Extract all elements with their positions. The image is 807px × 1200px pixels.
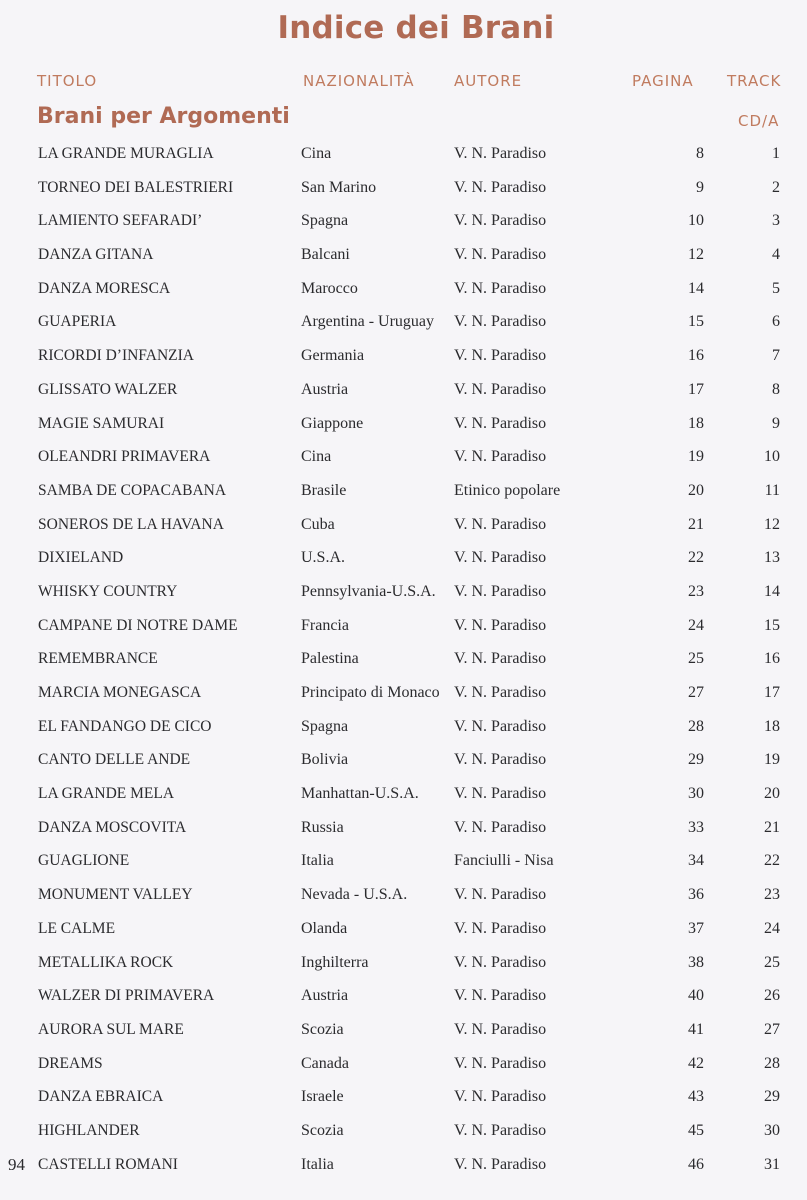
track-cell: 6 bbox=[772, 313, 780, 331]
page-cell: 27 bbox=[688, 684, 704, 701]
author-cell: V. N. Paradiso bbox=[454, 684, 547, 701]
table-row bbox=[0, 949, 807, 983]
table-row bbox=[0, 1050, 807, 1084]
page-cell: 22 bbox=[688, 549, 704, 567]
title-cell: DANZA GITANA bbox=[38, 246, 154, 264]
track-cell: 29 bbox=[764, 1088, 780, 1106]
author-cell: V. N. Paradiso bbox=[454, 1020, 547, 1038]
page-number: 94 bbox=[8, 1155, 25, 1174]
page-cell: 41 bbox=[688, 1020, 704, 1038]
nationality-cell: Manhattan-U.S.A. bbox=[301, 785, 419, 803]
track-cell: 19 bbox=[764, 751, 780, 769]
title-cell: CASTELLI ROMANI bbox=[38, 1155, 178, 1173]
nationality-cell: San Marino bbox=[301, 178, 377, 196]
track-cell: 22 bbox=[764, 852, 780, 870]
table-row bbox=[0, 1083, 807, 1117]
nationality-cell: Balcani bbox=[301, 246, 350, 264]
page-cell: 8 bbox=[696, 145, 704, 162]
table-row bbox=[0, 713, 807, 747]
page-cell: 40 bbox=[688, 987, 704, 1005]
nationality-cell: Russia bbox=[301, 818, 344, 836]
page-title: Indice dei Brani bbox=[277, 10, 555, 46]
nationality-cell: Palestina bbox=[301, 650, 359, 668]
nationality-cell: Brasile bbox=[301, 481, 347, 499]
track-cell: 16 bbox=[764, 650, 780, 668]
nationality-cell: Marocco bbox=[301, 279, 358, 297]
page-cell: 23 bbox=[688, 582, 704, 600]
table-row bbox=[0, 342, 807, 376]
track-cell: 1 bbox=[772, 145, 780, 162]
page-cell: 33 bbox=[688, 818, 704, 836]
nationality-cell: Inghilterra bbox=[301, 953, 369, 971]
track-cell: 21 bbox=[764, 818, 780, 836]
title-cell: EL FANDANGO DE CICO bbox=[38, 717, 212, 735]
track-cell: 10 bbox=[764, 448, 780, 466]
page-cell: 19 bbox=[688, 448, 704, 466]
title-cell: DANZA EBRAICA bbox=[38, 1088, 164, 1106]
table-row bbox=[0, 410, 807, 444]
table-row bbox=[0, 511, 807, 545]
page-cell: 37 bbox=[688, 919, 704, 937]
author-cell: Fanciulli - Nisa bbox=[454, 852, 554, 870]
track-cell: 28 bbox=[764, 1054, 780, 1072]
table-row bbox=[0, 376, 807, 410]
author-cell: V. N. Paradiso bbox=[454, 616, 547, 634]
table-row bbox=[0, 241, 807, 275]
title-cell: WALZER DI PRIMAVERA bbox=[38, 987, 215, 1005]
table-row bbox=[0, 578, 807, 612]
table-row bbox=[0, 1117, 807, 1151]
column-header-nazionalita: NAZIONALITÀ bbox=[303, 72, 415, 90]
title-cell: OLEANDRI PRIMAVERA bbox=[38, 448, 211, 466]
table-row bbox=[0, 612, 807, 646]
author-cell: V. N. Paradiso bbox=[454, 1088, 547, 1106]
table-row bbox=[0, 544, 807, 578]
nationality-cell: Olanda bbox=[301, 919, 348, 937]
track-cell: 4 bbox=[772, 246, 780, 264]
track-cell: 20 bbox=[764, 785, 780, 803]
title-cell: MONUMENT VALLEY bbox=[38, 886, 193, 904]
page-cell: 30 bbox=[688, 785, 704, 803]
track-cell: 2 bbox=[772, 178, 780, 196]
table-row bbox=[0, 443, 807, 477]
nationality-cell: Pennsylvania-U.S.A. bbox=[301, 582, 436, 600]
author-cell: V. N. Paradiso bbox=[454, 818, 547, 836]
index-table bbox=[0, 140, 807, 1184]
author-cell: V. N. Paradiso bbox=[454, 279, 547, 297]
column-header-titolo: TITOLO bbox=[37, 72, 98, 90]
author-cell: V. N. Paradiso bbox=[454, 1121, 547, 1139]
author-cell: V. N. Paradiso bbox=[454, 1155, 547, 1173]
author-cell: V. N. Paradiso bbox=[454, 145, 547, 162]
author-cell: V. N. Paradiso bbox=[454, 886, 547, 904]
page-cell: 24 bbox=[688, 616, 704, 634]
nationality-cell: Nevada - U.S.A. bbox=[301, 886, 408, 904]
table-row bbox=[0, 881, 807, 915]
author-cell: V. N. Paradiso bbox=[454, 650, 547, 668]
nationality-cell: Austria bbox=[301, 380, 349, 398]
author-cell: V. N. Paradiso bbox=[454, 953, 547, 971]
table-row bbox=[0, 814, 807, 848]
page-cell: 25 bbox=[688, 650, 704, 668]
column-header-track: TRACK bbox=[727, 72, 782, 90]
title-cell: CANTO DELLE ANDE bbox=[38, 751, 191, 769]
author-cell: V. N. Paradiso bbox=[454, 515, 547, 533]
title-cell: GUAPERIA bbox=[38, 313, 117, 331]
track-cell: 26 bbox=[764, 987, 780, 1005]
table-row bbox=[0, 645, 807, 679]
track-cell: 31 bbox=[764, 1155, 780, 1173]
page-cell: 46 bbox=[688, 1155, 704, 1173]
title-cell: AURORA SUL MARE bbox=[38, 1020, 184, 1038]
table-row bbox=[0, 780, 807, 814]
nationality-cell: Principato di Monaco bbox=[301, 684, 440, 701]
column-header-pagina: PAGINA bbox=[632, 72, 694, 90]
title-cell: TORNEO DEI BALESTRIERI bbox=[38, 178, 234, 196]
nationality-cell: Cuba bbox=[301, 515, 335, 533]
author-cell: V. N. Paradiso bbox=[454, 582, 547, 600]
table-row bbox=[0, 915, 807, 949]
page-cell: 28 bbox=[688, 717, 704, 735]
title-cell: LE CALME bbox=[38, 919, 116, 937]
track-cell: 3 bbox=[772, 212, 780, 230]
page-cell: 18 bbox=[688, 414, 704, 432]
track-cell: 13 bbox=[764, 549, 780, 567]
track-cell: 18 bbox=[764, 717, 780, 735]
page-cell: 17 bbox=[688, 380, 704, 398]
table-row bbox=[0, 1151, 807, 1185]
page-cell: 29 bbox=[688, 751, 704, 769]
author-cell: V. N. Paradiso bbox=[454, 212, 547, 230]
page-cell: 34 bbox=[688, 852, 704, 870]
nationality-cell: Cina bbox=[301, 448, 332, 466]
title-cell: RICORDI D’INFANZIA bbox=[38, 347, 194, 365]
author-cell: V. N. Paradiso bbox=[454, 347, 547, 365]
nationality-cell: Israele bbox=[301, 1088, 344, 1106]
table-row bbox=[0, 982, 807, 1016]
table-row bbox=[0, 477, 807, 511]
author-cell: V. N. Paradiso bbox=[454, 448, 547, 466]
nationality-cell: Spagna bbox=[301, 717, 349, 735]
cd-label: CD/A bbox=[738, 112, 780, 130]
title-cell: DIXIELAND bbox=[38, 549, 124, 567]
title-cell: SAMBA DE COPACABANA bbox=[38, 481, 227, 499]
author-cell: V. N. Paradiso bbox=[454, 549, 547, 567]
title-cell: REMEMBRANCE bbox=[38, 650, 158, 668]
author-cell: V. N. Paradiso bbox=[454, 987, 547, 1005]
page-cell: 10 bbox=[688, 212, 704, 230]
author-cell: V. N. Paradiso bbox=[454, 717, 547, 735]
title-cell: MAGIE SAMURAI bbox=[38, 414, 165, 432]
track-cell: 9 bbox=[772, 414, 780, 432]
track-cell: 25 bbox=[764, 953, 780, 971]
author-cell: V. N. Paradiso bbox=[454, 178, 547, 196]
author-cell: V. N. Paradiso bbox=[454, 785, 547, 803]
nationality-cell: Austria bbox=[301, 987, 349, 1005]
nationality-cell: Argentina - Uruguay bbox=[301, 313, 434, 331]
nationality-cell: Francia bbox=[301, 616, 349, 634]
section-heading: Brani per Argomenti bbox=[37, 104, 290, 129]
title-cell: SONEROS DE LA HAVANA bbox=[38, 515, 224, 533]
nationality-cell: Scozia bbox=[301, 1020, 344, 1038]
nationality-cell: U.S.A. bbox=[301, 549, 346, 567]
title-cell: DANZA MOSCOVITA bbox=[38, 818, 187, 836]
author-cell: Etinico popolare bbox=[454, 481, 561, 499]
nationality-cell: Scozia bbox=[301, 1121, 344, 1139]
track-cell: 11 bbox=[764, 481, 780, 499]
table-row bbox=[0, 847, 807, 881]
title-cell: DREAMS bbox=[38, 1054, 103, 1072]
track-cell: 7 bbox=[772, 347, 780, 365]
page-cell: 36 bbox=[688, 886, 704, 904]
page-cell: 15 bbox=[688, 313, 704, 331]
title-cell: HIGHLANDER bbox=[38, 1121, 140, 1139]
author-cell: V. N. Paradiso bbox=[454, 919, 547, 937]
page-cell: 21 bbox=[688, 515, 704, 533]
track-cell: 5 bbox=[772, 279, 780, 297]
track-cell: 27 bbox=[764, 1020, 780, 1038]
page-cell: 9 bbox=[696, 178, 704, 196]
table-row bbox=[0, 207, 807, 241]
author-cell: V. N. Paradiso bbox=[454, 246, 547, 264]
track-cell: 23 bbox=[764, 886, 780, 904]
table-row bbox=[0, 174, 807, 208]
table-row bbox=[0, 308, 807, 342]
title-cell: LA GRANDE MURAGLIA bbox=[38, 145, 214, 162]
column-header-autore: AUTORE bbox=[454, 72, 523, 90]
table-row bbox=[0, 1016, 807, 1050]
author-cell: V. N. Paradiso bbox=[454, 313, 547, 331]
table-row bbox=[0, 140, 807, 174]
table-row bbox=[0, 275, 807, 309]
page-cell: 42 bbox=[688, 1054, 704, 1072]
title-cell: GUAGLIONE bbox=[38, 852, 130, 870]
title-cell: METALLIKA ROCK bbox=[38, 953, 174, 971]
page-cell: 20 bbox=[688, 481, 704, 499]
page-cell: 12 bbox=[688, 246, 704, 264]
title-cell: DANZA MORESCA bbox=[38, 279, 171, 297]
author-cell: V. N. Paradiso bbox=[454, 751, 547, 769]
track-cell: 17 bbox=[764, 684, 780, 701]
page-cell: 16 bbox=[688, 347, 704, 365]
nationality-cell: Spagna bbox=[301, 212, 349, 230]
table-row bbox=[0, 679, 807, 713]
nationality-cell: Italia bbox=[301, 852, 334, 870]
author-cell: V. N. Paradiso bbox=[454, 414, 547, 432]
title-cell: GLISSATO WALZER bbox=[38, 380, 178, 398]
page-cell: 14 bbox=[688, 279, 704, 297]
title-cell: LA GRANDE MELA bbox=[38, 785, 175, 803]
title-cell: CAMPANE DI NOTRE DAME bbox=[38, 616, 238, 634]
nationality-cell: Bolivia bbox=[301, 751, 349, 769]
nationality-cell: Canada bbox=[301, 1054, 349, 1072]
author-cell: V. N. Paradiso bbox=[454, 380, 547, 398]
nationality-cell: Giappone bbox=[301, 414, 364, 432]
nationality-cell: Germania bbox=[301, 347, 365, 365]
track-cell: 12 bbox=[764, 515, 780, 533]
page-cell: 43 bbox=[688, 1088, 704, 1106]
track-cell: 8 bbox=[772, 380, 780, 398]
page-cell: 38 bbox=[688, 953, 704, 971]
nationality-cell: Italia bbox=[301, 1155, 334, 1173]
table-row bbox=[0, 746, 807, 780]
author-cell: V. N. Paradiso bbox=[454, 1054, 547, 1072]
title-cell: WHISKY COUNTRY bbox=[38, 582, 178, 600]
title-cell: MARCIA MONEGASCA bbox=[38, 684, 202, 701]
track-cell: 24 bbox=[764, 919, 780, 937]
track-cell: 30 bbox=[764, 1121, 780, 1139]
track-cell: 14 bbox=[764, 582, 780, 600]
nationality-cell: Cina bbox=[301, 145, 332, 162]
title-cell: LAMIENTO SEFARADI’ bbox=[38, 212, 203, 230]
page-cell: 45 bbox=[688, 1121, 704, 1139]
track-cell: 15 bbox=[764, 616, 780, 634]
